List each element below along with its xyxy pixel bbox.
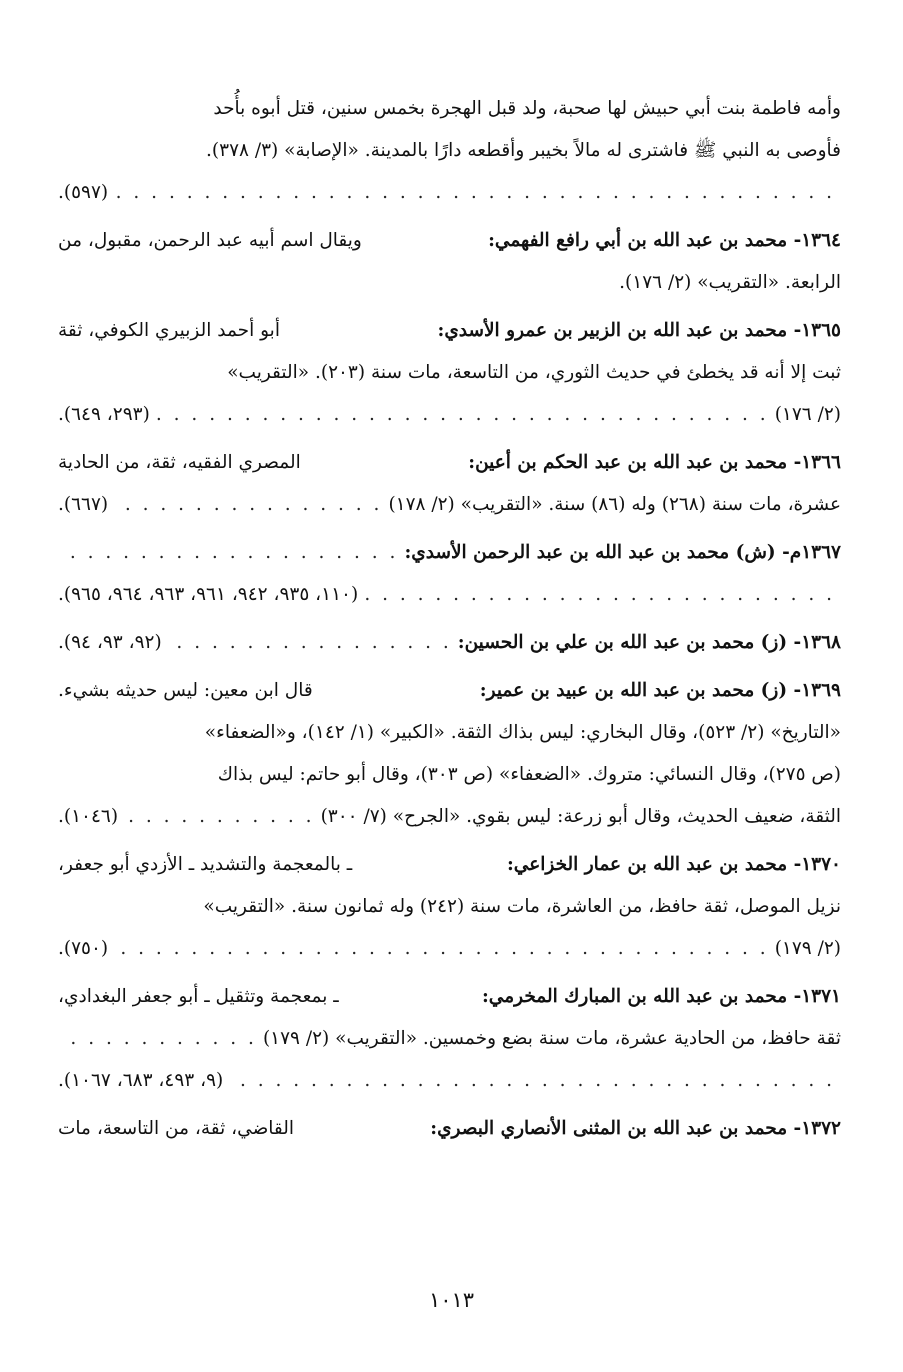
entry-1363-line-3 (58, 172, 841, 214)
dot-leader (114, 928, 769, 970)
dot-leader (364, 574, 835, 616)
entry-1366-page-refs: (٦٦٧). (58, 494, 109, 515)
entry-1368-page-refs: (٩٢، ٩٣، ٩٤). (58, 632, 162, 653)
entry-1367-line-1 (58, 532, 841, 574)
entry-1366-heading: ١٣٦٦- محمد بن عبد الله بن عبد الحكم بن أعين: (468, 452, 841, 473)
entry-1365-page-refs: (٢٩٣، ٦٤٩). (58, 404, 150, 425)
dot-leader (64, 532, 398, 574)
page-number: ١٠١٣ (428, 1288, 475, 1312)
entry-1370-text: ـ بالمعجمة والتشديد ـ الأزدي أبو جعفر، (58, 854, 353, 875)
entry-1367-heading: ١٣٦٧م- (ش) محمد بن عبد الله بن عبد الرحمن الأسدي: (404, 542, 841, 563)
entry-1369-line-2 (58, 712, 841, 754)
entry-1369-line-4 (58, 796, 841, 838)
entry-1365-line-2 (58, 352, 841, 394)
entry-1364-heading: ١٣٦٤- محمد بن عبد الله بن أبي رافع الفهمي: (488, 230, 841, 251)
entry-1365-line-3 (58, 394, 841, 436)
entry-1371-text: ثقة حافظ، من الحادية عشرة، مات سنة بضع وخمسين. «التقريب» (٢/ ١٧٩) (262, 1028, 841, 1049)
dot-leader (114, 172, 835, 214)
entry-1370-line-1 (58, 844, 841, 886)
entry-1371-line-2 (58, 1018, 841, 1060)
entry-1365-text: (٢/ ١٧٦) (774, 404, 841, 425)
entry-1372-line-1 (58, 1108, 841, 1150)
dot-leader (168, 622, 452, 664)
entry-1366-line-2 (58, 484, 841, 526)
entry-1368-heading: ١٣٦٨- (ز) محمد بن عبد الله بن علي بن الحسين: (457, 632, 841, 653)
entry-1370-text: نزيل الموصل، ثقة حافظ، من العاشرة، مات سنة (٢٤٢) وله ثمانون سنة. «التقريب» (203, 896, 841, 917)
entry-1371-line-3 (58, 1060, 841, 1102)
entry-1370-line-3 (58, 928, 841, 970)
entry-1371-text: ـ بمعجمة وتثقيل ـ أبو جعفر البغدادي، (58, 986, 339, 1007)
entry-1369-text: (ص ٢٧٥)، وقال النسائي: متروك. «الضعفاء» (ص ٣٠٣)، وقال أبو حاتم: ليس بذاك (217, 764, 841, 785)
entry-1363-line-1 (58, 88, 841, 130)
entry-1372-text: القاضي، ثقة، من التاسعة، مات (58, 1118, 295, 1139)
entry-1370-page-refs: (٧٥٠). (58, 938, 109, 959)
entry-1364-text: الرابعة. «التقريب» (٢/ ١٧٦). (619, 272, 841, 293)
entry-1367-line-2 (58, 574, 841, 616)
entry-1369-page-refs: (١٠٤٦). (58, 806, 119, 827)
entry-1371-page-refs: (٩، ٤٩٣، ٦٨٣، ١٠٦٧). (58, 1070, 224, 1091)
dot-leader (156, 394, 769, 436)
entry-1371-heading: ١٣٧١- محمد بن عبد الله بن المبارك المخرمي: (481, 986, 841, 1007)
dot-leader (229, 1060, 835, 1102)
entry-1365-line-1 (58, 310, 841, 352)
entry-1364-text: ويقال اسم أبيه عبد الرحمن، مقبول، من (58, 230, 362, 251)
entry-1370-text: (٢/ ١٧٩) (774, 938, 841, 959)
entry-1369-heading: ١٣٦٩- (ز) محمد بن عبد الله بن عبيد بن عمير: (479, 680, 841, 701)
entry-1364-line-1 (58, 220, 841, 262)
dot-leader (114, 484, 382, 526)
entry-1366-line-1 (58, 442, 841, 484)
entry-1369-text: قال ابن معين: ليس حديثه بشيء. (58, 680, 313, 701)
entry-1365-text: أبو أحمد الزبيري الكوفي، ثقة (58, 320, 280, 341)
entry-1363-text: وأمه فاطمة بنت أبي حبيش لها صحبة، ولد قبل الهجرة بخمس سنين، قتل أبوه بأُحد (213, 98, 841, 119)
entry-1367-page-refs: (١١٠، ٩٣٥، ٩٤٢، ٩٦١، ٩٦٣، ٩٦٤، ٩٦٥). (58, 584, 359, 605)
entry-1366-text: المصري الفقيه، ثقة، من الحادية (58, 452, 301, 473)
entry-1369-text: الثقة، ضعيف الحديث، وقال أبو زرعة: ليس بقوي. «الجرح» (٧/ ٣٠٠) (320, 806, 841, 827)
entry-1368-line-1 (58, 622, 841, 664)
entry-1369-line-1 (58, 670, 841, 712)
entry-1364-line-2 (58, 262, 841, 304)
entry-1370-line-2 (58, 886, 841, 928)
entry-1372-heading: ١٣٧٢- محمد بن عبد الله بن المثنى الأنصاري البصري: (430, 1118, 841, 1139)
entry-1365-heading: ١٣٦٥- محمد بن عبد الله بن الزبير بن عمرو الأسدي: (437, 320, 841, 341)
entry-1363-page-refs: (٥٩٧). (58, 182, 109, 203)
entry-1365-text: ثبت إلا أنه قد يخطئ في حديث الثوري، من التاسعة، مات سنة (٢٠٣). «التقريب» (227, 362, 841, 383)
entry-1370-heading: ١٣٧٠- محمد بن عبد الله بن عمار الخزاعي: (506, 854, 841, 875)
entry-1363-line-2 (58, 130, 841, 172)
dot-leader (124, 796, 315, 838)
entry-1369-text: «التاريخ» (٢/ ٥٢٣)، وقال البخاري: ليس بذاك الثقة. «الكبير» (١/ ١٤٢)، و«الضعفاء» (204, 722, 841, 743)
entry-1369-line-3 (58, 754, 841, 796)
entry-1371-line-1 (58, 976, 841, 1018)
entry-1363-text: فأوصى به النبي ﷺ فاشترى له مالاً بخيبر وأقطعه دارًا بالمدينة. «الإصابة» (٣/ ٣٧٨). (206, 140, 841, 161)
dot-leader (64, 1018, 257, 1060)
entry-1366-text: عشرة، مات سنة (٢٦٨) وله (٨٦) سنة. «التقريب» (٢/ ١٧٨) (388, 494, 841, 515)
